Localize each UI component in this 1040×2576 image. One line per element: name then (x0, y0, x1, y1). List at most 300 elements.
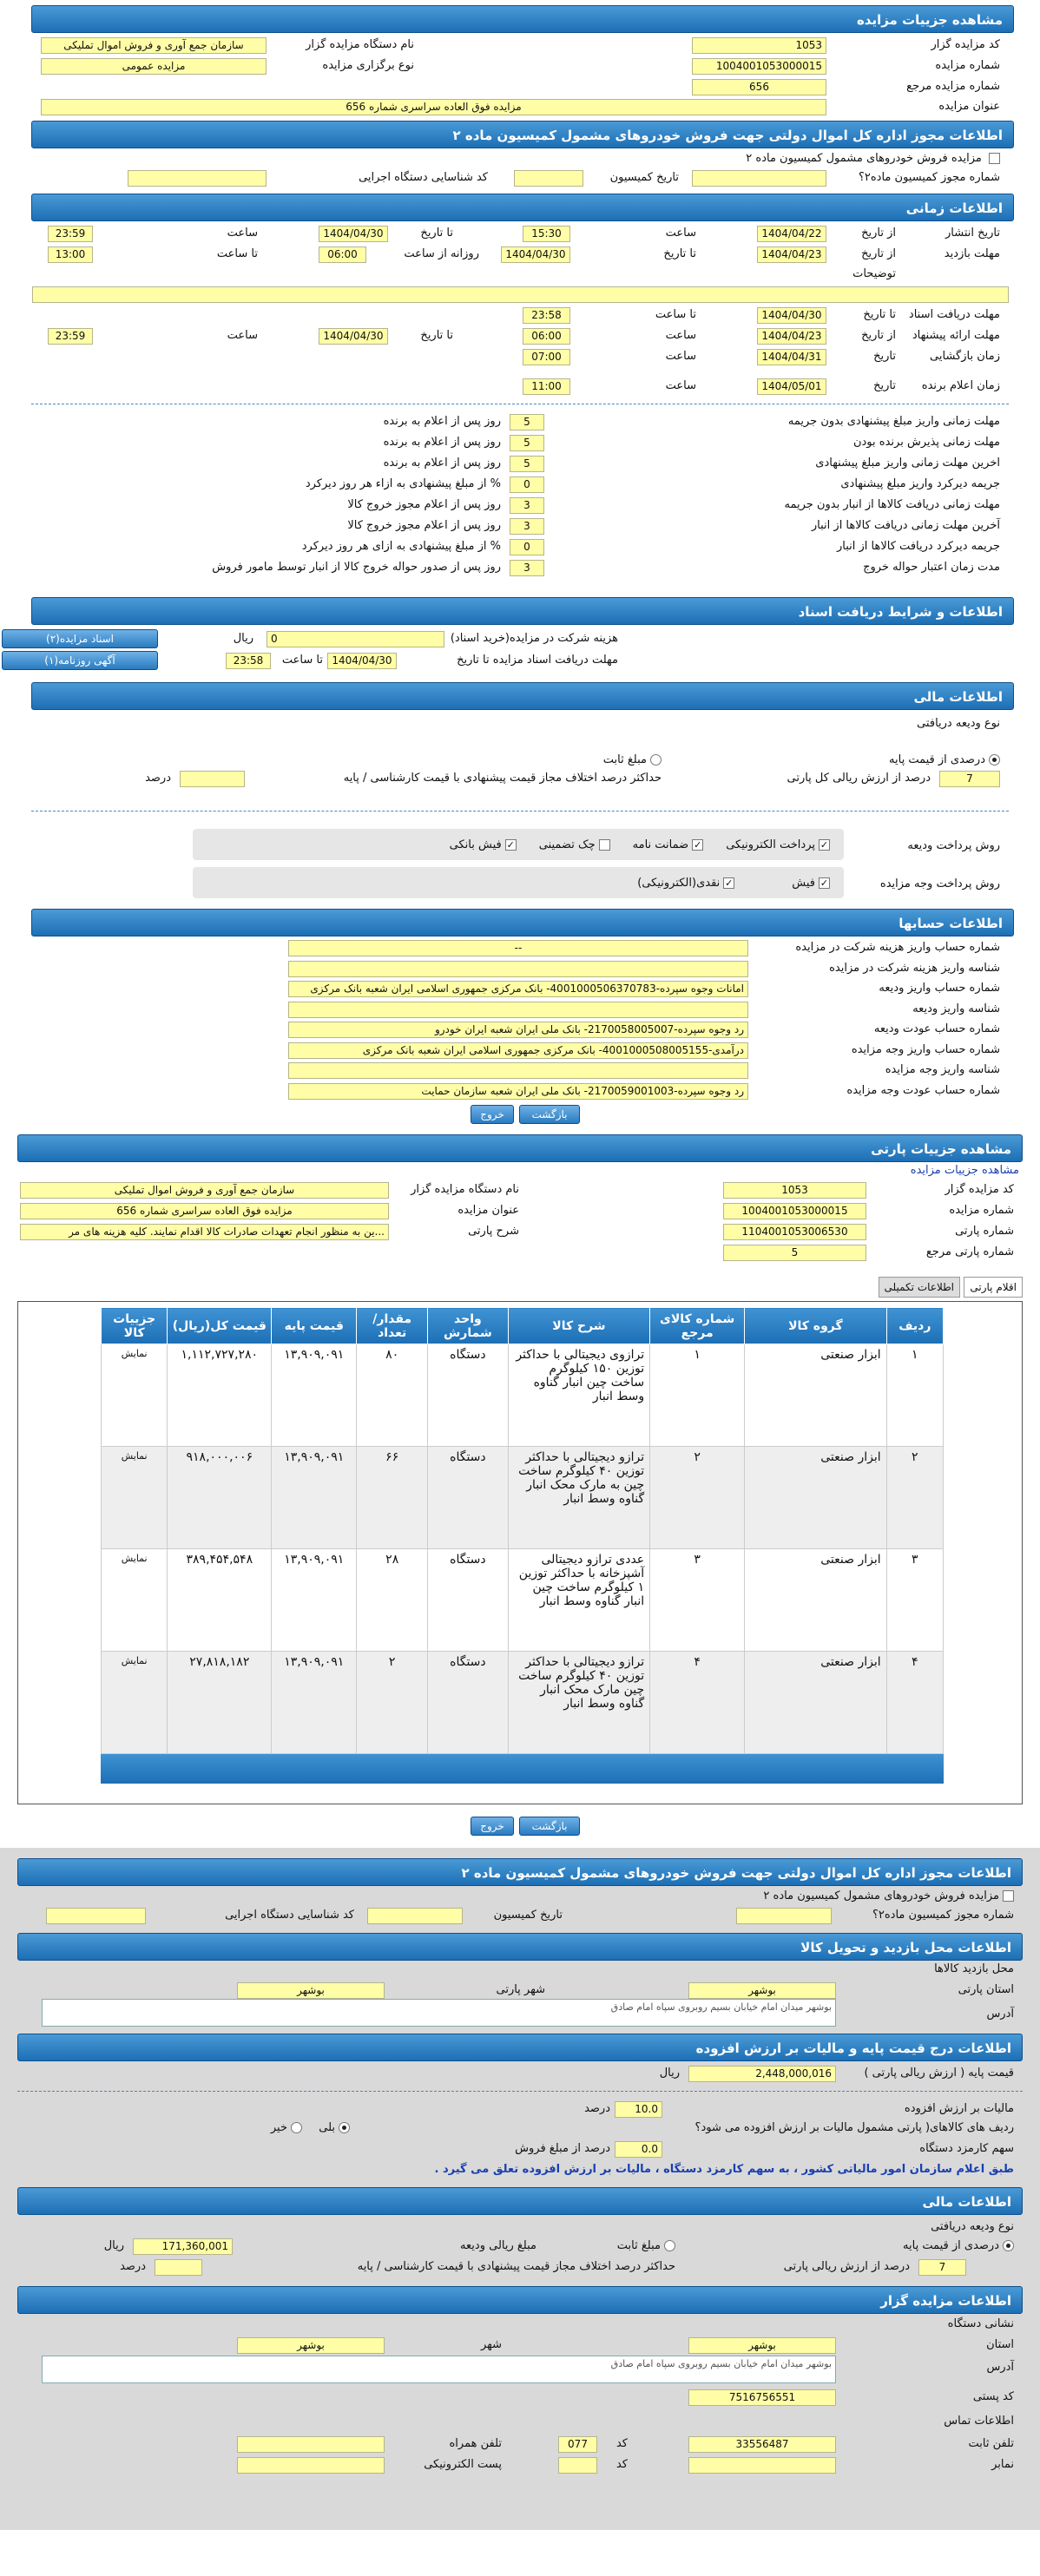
party-title-label: عنوان مزایده (457, 1204, 519, 1217)
commission-date-field (514, 170, 583, 187)
visit-from-word: از تاریخ (861, 247, 896, 260)
party-grid (17, 1162, 1023, 1266)
newspaper-ad-button[interactable]: آگهی روزنامه(۱) (2, 651, 158, 670)
deadline-label: مهلت زمانی پذیرش برنده بودن (852, 436, 1000, 449)
fax-code-word: کد (615, 2458, 628, 2471)
table-header-row (102, 1308, 944, 1344)
table-cell: ۱۳,۹۰۹,۰۹۱ (272, 1447, 357, 1549)
party-org-field: سازمان جمع آوری و فروش اموال تملیکی (20, 1182, 389, 1199)
table-cell: ۱ (650, 1344, 745, 1447)
tab-party-items[interactable]: اقلام پارتی (964, 1277, 1023, 1298)
section-header-finance-2: اطلاعات مالی (17, 2187, 1023, 2215)
vat-yes-text: بلی (319, 2121, 335, 2134)
auction-pay-slip[interactable]: ✓فیش (792, 876, 829, 890)
items-table-container (17, 1301, 1023, 1804)
table-cell: ترازو دیجیتالی با حداکثر توزین ۴۰ کیلوگرم ساخت چین مارک محک انبار گناوه وسط انبار (508, 1652, 649, 1754)
table-cell: ابزار صنعتی (745, 1652, 886, 1754)
section-header-accounts: اطلاعات حسابها (31, 909, 1014, 936)
exit-button-2[interactable]: خروج (471, 1817, 514, 1836)
exec-id-field (128, 170, 267, 187)
time-grid (31, 221, 1009, 378)
pay-method-box (193, 829, 844, 860)
account-label: شماره حساب واریز ودیعه (879, 982, 1000, 995)
publish-from-date: 1404/04/22 (757, 226, 826, 242)
offer-hour-word: ساعت (665, 329, 696, 342)
org-label: نام دستگاه مزایده گزار (306, 38, 414, 51)
pay-electronic[interactable]: ✓پرداخت الکترونیکی (726, 838, 829, 851)
open-time: 07:00 (523, 349, 570, 365)
table-cell: دستگاه (428, 1652, 509, 1754)
party-no-field: 1104001053006530 (723, 1224, 866, 1240)
party-code-label: کد مزایده گزار (945, 1183, 1014, 1196)
account-field: -- (288, 940, 748, 956)
deposit-amount-field: 171,360,001 (133, 2238, 233, 2255)
percent-base-option-2[interactable] (903, 2239, 1014, 2252)
visit-label: مهلت بازدید (944, 247, 1000, 260)
permit-sale-label: مزایده فروش خودروهای مشمول کمیسیون ماده ۲ (746, 152, 982, 165)
table-cell: عددی ترازو دیجیتالی آشپزخانه با حداکثر توزین ۱ کیلوگرم ساخت چین انبار گناوه وسط انبار (508, 1549, 649, 1652)
phone-field: 33556487 (688, 2436, 836, 2453)
deadline-value: 5 (510, 435, 544, 451)
pay-check[interactable]: چک تضمینی (539, 838, 610, 851)
account-label: شناسه واریز وجه مزایده (885, 1063, 1000, 1076)
city-word: شهر (480, 2338, 502, 2351)
province-word: استان (986, 2338, 1014, 2351)
city-field: بوشهر (237, 1982, 385, 1999)
table-header-cell: شماره کالای مرجع (650, 1308, 745, 1344)
address-label: آدرس (986, 2008, 1014, 2021)
table-cell: ابزار صنعتی (745, 1344, 886, 1447)
exit-button[interactable]: خروج (471, 1105, 514, 1124)
fixed-radio[interactable] (650, 754, 662, 766)
open-date-word: تاریخ (873, 350, 896, 363)
fax-code-field (558, 2457, 597, 2474)
number-label: شماره مزایده (935, 59, 1000, 72)
publish-to-hour-word: ساعت (227, 227, 258, 240)
account-field: درآمدی-4001000508005155- بانک مرکزی جمهوری اسلامی ایران شعبه بانک مرکزی (288, 1042, 748, 1059)
winner-time: 11:00 (523, 378, 570, 395)
deadline-label: جریمه دیرکرد واریز مبلغ پیشنهادی (840, 477, 1000, 490)
table-row (102, 1549, 944, 1652)
offer-from-date: 1404/04/23 (757, 328, 826, 345)
deadline-label: مهلت زمانی واریز مبلغ پیشنهادی بدون جریمه (787, 415, 1000, 428)
table-cell: ۸۰ (357, 1344, 428, 1447)
party-desc-field: ...ین به منظور انجام تعهدات صادرات کالا اقدام نمایند. کلیه هزینه های مر (20, 1224, 389, 1240)
fixed-radio-2[interactable] (664, 2240, 675, 2251)
auction-pay-label: روش پرداخت وجه مزایده (879, 877, 1000, 890)
back-button-2[interactable]: بازگشت (519, 1817, 580, 1836)
percent-text: درصد از ارزش ریالی کل پارتی (787, 772, 931, 785)
fixed-option[interactable] (603, 753, 662, 766)
party-tabs (17, 1275, 1023, 1301)
price-row (17, 2061, 1023, 2087)
table-cell: دستگاه (428, 1549, 509, 1652)
table-cell: ۲۸ (357, 1549, 428, 1652)
winner-date: 1404/05/01 (757, 378, 826, 395)
base-price-rial: ریال (659, 2067, 680, 2080)
vat-no-text: خیر (270, 2121, 287, 2134)
ref-field: 656 (692, 79, 826, 95)
publish-to-time: 23:59 (48, 226, 93, 242)
percent-value-field-2: 7 (918, 2259, 966, 2276)
account-field (288, 1062, 748, 1079)
visit-to-word: تا تاریخ (663, 247, 696, 260)
accounts-buttons (0, 1101, 1040, 1131)
table-row (102, 1652, 944, 1754)
table-cell: ۲ (650, 1447, 745, 1549)
postal-field: 7516756551 (688, 2389, 836, 2406)
table-cell: ۱۳,۹۰۹,۰۹۱ (272, 1344, 357, 1447)
share-field: 0.0 (615, 2141, 662, 2158)
auction-details-link[interactable]: مشاهده جزییات مزایده (910, 1164, 1019, 1177)
permit-sale-row (746, 152, 1000, 165)
permit-no-label: شماره مجوز کمیسیون ماده۲؟ (858, 171, 1000, 184)
winner-label: زمان اعلام برنده (921, 379, 1000, 392)
permit-sale-row-2 (763, 1889, 1014, 1902)
deadline-label: آخرین مهلت زمانی دریافت کالاها از انبار (811, 519, 1000, 532)
percent-base-radio-2[interactable] (1003, 2240, 1014, 2251)
auction-pay-cash[interactable]: ✓نقدی(الکترونیکی) (637, 876, 734, 890)
fee-rial: ریال (233, 632, 253, 645)
open-label: زمان بازگشایی (930, 350, 1000, 363)
party-desc-label: شرح پارتی (468, 1225, 519, 1238)
offer-from-word: از تاریخ (861, 329, 896, 342)
section-header-docs: اطلاعات و شرایط دریافت اسناد (31, 597, 1014, 625)
fixed-text: مبلغ ثابت (602, 753, 647, 766)
finance-grid-2 (17, 2215, 1023, 2281)
payment-methods (31, 817, 1009, 904)
section-header-finance: اطلاعات مالی (31, 682, 1014, 710)
deadline-value: 3 (510, 497, 544, 514)
pay-bank-slip[interactable]: ✓فیش بانکی (449, 838, 515, 851)
visit-to-date: 1404/04/30 (501, 246, 570, 263)
address-field: بوشهر میدان امام خیابان بسیم روبروی سپاه امام صادق (42, 1999, 836, 2027)
publish-to-word: تا تاریخ (420, 227, 453, 240)
province-field: بوشهر (688, 1982, 836, 1999)
visit-grid (17, 1961, 1023, 2028)
items-table (101, 1307, 944, 1754)
permit-grid (31, 148, 1009, 188)
deposit-amount-label: مبلغ ریالی ودیعه (460, 2239, 536, 2252)
account-label: شماره حساب واریز وجه مزایده (851, 1042, 1000, 1056)
open-hour-word: ساعت (665, 350, 696, 363)
table-cell: ۱۳,۹۰۹,۰۹۱ (272, 1652, 357, 1754)
deadline-text: روز پس از اعلام مجوز خروج کالا (347, 498, 501, 511)
finance-grid (31, 710, 1009, 805)
open-date: 1404/04/31 (757, 349, 826, 365)
section-header-price: اطلاعات درج قیمت پایه و مالیات بر ارزش افزوده (17, 2034, 1023, 2061)
visit-daily-from: 06:00 (319, 246, 366, 263)
phone-code-field: 077 (558, 2436, 597, 2453)
doc-until-word: تا ساعت (655, 308, 696, 321)
max-diff-percent: درصد (145, 772, 171, 785)
deadline-value: 5 (510, 414, 544, 430)
deadline-label: اخرین مهلت زمانی واریز مبلغ پیشنهادی (815, 457, 1000, 470)
table-cell: ترازوی دیجیتالی با حداکثر توزین ۱۵۰ کیلوگرم ساخت چین انبار گناوه وسط انبار (508, 1344, 649, 1447)
table-cell: ۳۸۹,۴۵۴,۵۴۸ (168, 1549, 272, 1652)
divider (31, 811, 1009, 812)
offer-to-hour-word: ساعت (227, 329, 258, 342)
deadline-value: 5 (510, 456, 544, 472)
deadline-text: روز پس از صدور حواله خروج کالا از انبار توسط مامور فروش (212, 561, 501, 574)
fee-label: هزینه شرکت در مزایده(خرید اسناد) (450, 632, 618, 645)
publish-to-date: 1404/04/30 (319, 226, 388, 242)
section-header-time: اطلاعات زمانی (31, 194, 1014, 221)
percent-value-field: 7 (939, 771, 1000, 787)
percent-base-text-2: درصدی از قیمت پایه (903, 2239, 999, 2252)
percent-text-2: درصد از ارزش ریالی پارتی (783, 2260, 910, 2273)
publish-hour-word: ساعت (665, 227, 696, 240)
phone-label: تلفن ثابت (968, 2437, 1014, 2450)
accounts-list (31, 936, 1009, 1101)
table-header-cell: شرح کالا (508, 1308, 649, 1344)
base-price-field: 2,448,000,016 (688, 2066, 836, 2082)
account-label: شناسه واریز ودیعه (912, 1002, 1000, 1015)
pay-method-label: روش پرداخت ودیعه (907, 839, 1000, 852)
deadline-label: مهلت دریافت اسناد مزایده تا تاریخ (457, 654, 618, 667)
max-diff-label-2: حداکثر درصد اختلاف مجاز قیمت پیشنهادی با قیمت کارشناسی / پایه (357, 2260, 675, 2273)
publish-from-time: 15:30 (523, 226, 570, 242)
party-ref-field: 5 (723, 1245, 866, 1261)
type-field: مزایده عمومی (41, 58, 267, 75)
doc-to-word: تا تاریخ (863, 308, 896, 321)
table-cell: دستگاه (428, 1447, 509, 1549)
percent-base-text: درصدی از قیمت پایه (889, 753, 985, 766)
visit-place-label: محل بازدید کالاها (934, 1962, 1014, 1975)
postal-label: کد پستی (972, 2390, 1014, 2403)
table-cell: ابزار صنعتی (745, 1549, 886, 1652)
party-no-label: شماره پارتی (955, 1225, 1014, 1238)
table-cell: ترازو دیجیتالی با حداکثر توزین ۴۰ کیلوگرم ساخت چین به مارک محک انبار گناوه وسط انبار (508, 1447, 649, 1549)
table-header-cell: قیمت کل(ریال) (168, 1308, 272, 1344)
exec-id-label: کد شناسایی دستگاه اجرایی (359, 171, 488, 184)
deadline-text: روز پس از اعلام مجوز خروج کالا (347, 519, 501, 532)
permit-grid-2 (17, 1886, 1023, 1928)
commission-date-field-2 (367, 1908, 463, 1924)
section-header-auction-details: مشاهده جزییات مزایده (31, 5, 1014, 33)
auction-details-grid (31, 33, 1009, 115)
number-field: 1004001053000015 (692, 58, 826, 75)
divider (17, 2091, 1023, 2092)
mobile-label: تلفن همراه (449, 2437, 502, 2450)
deadline-text: % از مبلغ پیشنهادی به ازای هر روز دیرکرد (301, 540, 501, 553)
max-diff-label: حداکثر درصد اختلاف مجاز قیمت پیشنهادی با قیمت کارشناسی / پایه (343, 772, 662, 785)
title-field: مزایده فوق العاده سراسری شماره 656 (41, 99, 826, 115)
party-ref-label: شماره پارتی مرجع (925, 1245, 1014, 1258)
percent-base-option[interactable] (889, 753, 1000, 766)
share-text: درصد از مبلغ فروش (515, 2142, 610, 2155)
deadline-label: مدت زمان اعتبار حواله خروج (863, 561, 1000, 574)
share-label: سهم کارمزد دستگاه (919, 2142, 1014, 2155)
desc-label: توضیحات (852, 267, 896, 280)
bottom-panel (0, 1848, 1040, 2530)
table-cell: ۱۳,۹۰۹,۰۹۱ (272, 1549, 357, 1652)
offer-to-date: 1404/04/30 (319, 328, 388, 345)
table-cell: ۲۷,۸۱۸,۱۸۲ (168, 1652, 272, 1754)
auctioneer-grid (17, 2314, 1023, 2487)
phone-code-word: کد (615, 2437, 628, 2450)
table-cell: دستگاه (428, 1344, 509, 1447)
offer-to-time: 23:59 (48, 328, 93, 345)
auctioneer-address-field: بوشهر میدان امام خیابان بسیم روبروی سپاه امام صادق (42, 2356, 836, 2383)
deadline-time: 23:58 (226, 653, 271, 669)
permit-sale-checkbox-2[interactable] (1003, 1890, 1014, 1902)
table-cell: ۶۶ (357, 1447, 428, 1549)
vat-no-option[interactable] (271, 2121, 302, 2134)
title-label: عنوان مزایده (938, 100, 1000, 113)
offer-to-word: تا تاریخ (420, 329, 453, 342)
deadline-text: روز پس از اعلام به برنده (383, 457, 501, 470)
section-header-auctioneer: اطلاعات مزایده گزار (17, 2286, 1023, 2314)
vat-grid (17, 2095, 1023, 2182)
deposit-type-label: نوع ودیعه دریافتی (917, 717, 1000, 730)
auctioneer-province-field: بوشهر (688, 2337, 836, 2354)
offer-label: مهلت ارائه پیشنهاد (912, 329, 1000, 342)
email-label: پست الکترونیکی (424, 2458, 502, 2471)
commission-date-label-2: تاریخ کمیسیون (493, 1909, 563, 1922)
auction-pay-box (193, 867, 844, 898)
publish-label: تاریخ انتشار (945, 227, 1000, 240)
fax-field (688, 2457, 836, 2474)
party-number-label: شماره مزایده (949, 1204, 1014, 1217)
deadline-value: 0 (510, 539, 544, 555)
auction-docs-button[interactable]: اسناد مزایده(۲) (2, 629, 158, 648)
show-detail-link[interactable]: نمایش (102, 1549, 168, 1652)
table-row (102, 1447, 944, 1549)
table-cell: ۹۱۸,۰۰۰,۰۰۶ (168, 1447, 272, 1549)
section-header-party: مشاهده جزییات پارتی (17, 1134, 1023, 1162)
table-cell: ۳ (886, 1549, 943, 1652)
visit-daily-word: روزانه از ساعت (404, 247, 479, 260)
deadline-value: 3 (510, 560, 544, 576)
account-label: شماره حساب واریز هزینه شرکت در مزایده (795, 941, 1000, 954)
fixed-text-2: مبلغ ثابت (616, 2239, 661, 2252)
auctioneer-address-label: آدرس (986, 2361, 1014, 2374)
permit-no-field-2 (736, 1908, 832, 1924)
vat-note: طبق اعلام سازمان امور مالیاتی کشور ، به سهم کارمزد دستگاه ، مالیات بر ارزش افزوده تعلق می گیرد . (434, 2163, 1014, 2176)
fax-label: نمابر (991, 2458, 1014, 2471)
show-detail-link[interactable]: نمایش (102, 1652, 168, 1754)
max-diff-field-2 (155, 2259, 202, 2276)
table-cell: ۴ (886, 1652, 943, 1754)
desc-field (32, 286, 1009, 303)
table-cell: ۱,۱۱۲,۷۲۷,۲۸۰ (168, 1344, 272, 1447)
winner-hour-word: ساعت (665, 379, 696, 392)
doc-time: 23:58 (523, 307, 570, 324)
base-price-label: قیمت پایه ( ارزش ریالی پارتی ) (864, 2067, 1014, 2080)
table-row (102, 1344, 944, 1447)
account-field: رد وجوه سپرده-2170059001003- بانک ملی ایران شعبه سازمان حمایت (288, 1083, 748, 1100)
deadline-value: 3 (510, 518, 544, 535)
deposit-rial: ریال (103, 2239, 124, 2252)
table-cell: ۴ (650, 1652, 745, 1754)
deadline-date: 1404/04/30 (327, 653, 397, 669)
table-cell: ۲ (357, 1652, 428, 1754)
show-detail-link[interactable]: نمایش (102, 1447, 168, 1549)
ref-label: شماره مزایده مرجع (906, 80, 1000, 93)
table-header-cell: ردیف (886, 1308, 943, 1344)
table-header-cell: گروه کالا (745, 1308, 886, 1344)
max-diff-percent-2: درصد (120, 2260, 146, 2273)
account-field: امانات وجوه سپرده-4001000506370783- بانک مرکزی جمهوری اسلامی ایران شعبه بانک مرکزی (288, 981, 748, 997)
deadline-until: تا ساعت (281, 654, 323, 667)
vat-yes-option[interactable] (319, 2121, 350, 2134)
account-field: رد وجوه سپرده-2170058005007- بانک ملی ایران شعبه ایران خودرو (288, 1022, 748, 1038)
table-header-cell: مقدار/تعداد (357, 1308, 428, 1344)
deposit-type-label-2: نوع ودیعه دریافتی (931, 2220, 1014, 2233)
section-header-visit: اطلاعات محل بازدید و تحویل کالا (17, 1933, 1023, 1961)
contact-label: اطلاعات تماس (944, 2415, 1014, 2428)
permit-sale-checkbox[interactable] (989, 153, 1000, 164)
deadline-text: % از مبلغ پیشنهادی به ازاء هر روز دیرکرد (305, 477, 501, 490)
winner-date-word: تاریخ (873, 379, 896, 392)
publish-from-word: از تاریخ (861, 227, 896, 240)
vat-field: 10.0 (615, 2101, 662, 2118)
table-cell: ۱ (886, 1344, 943, 1447)
bottom-buttons (0, 1804, 1040, 1843)
doc-date: 1404/04/30 (757, 307, 826, 324)
exec-id-label-2: کد شناسایی دستگاه اجرایی (225, 1909, 354, 1922)
tab-extra-info[interactable]: اطلاعات تکمیلی (879, 1277, 960, 1298)
fee-field: 0 (267, 631, 444, 647)
visit-from-date: 1404/04/23 (757, 246, 826, 263)
vat-question: ردیف های کالاهای( پارتی مشمول مالیات بر ارزش افزوده می شود؟ (694, 2121, 1014, 2134)
party-org-label: نام دستگاه مزایده گزار (411, 1183, 519, 1196)
permit-no-field (692, 170, 826, 187)
max-diff-field (180, 771, 245, 787)
deadlines-list (31, 413, 1009, 592)
permit-sale-label-2: مزایده فروش خودروهای مشمول کمیسیون ماده ۲ (763, 1889, 999, 1902)
table-cell: ۳ (650, 1549, 745, 1652)
deadline-text: روز پس از اعلام به برنده (383, 436, 501, 449)
mobile-field (237, 2436, 385, 2453)
back-button[interactable]: بازگشت (519, 1105, 580, 1124)
permit-no-label-2: شماره مجوز کمیسیون ماده۲؟ (872, 1909, 1014, 1922)
party-title-field: مزایده فوق العاده سراسری شماره 656 (20, 1203, 389, 1219)
visit-daily-to: 13:00 (48, 246, 93, 263)
percent-base-radio[interactable] (989, 754, 1000, 766)
code-field: 1053 (692, 37, 826, 54)
deadline-text: روز پس از اعلام به برنده (383, 415, 501, 428)
deadline-label: مهلت زمانی دریافت کالاها از انبار بدون جریمه (784, 498, 1000, 511)
vat-yes-radio[interactable] (339, 2122, 350, 2133)
table-cell: ابزار صنعتی (745, 1447, 886, 1549)
deadline-value: 0 (510, 476, 544, 493)
doc-deadline-label: مهلت دریافت اسناد (908, 308, 1000, 321)
pay-guarantee[interactable]: ✓ضمانت نامه (632, 838, 702, 851)
show-detail-link[interactable]: نمایش (102, 1344, 168, 1447)
section-header-permit: اطلاعات مجوز اداره کل اموال دولتی جهت فروش خودروهای مشمول کمیسیون ماده ۲ (31, 121, 1014, 148)
table-header-cell: قیمت پایه (272, 1308, 357, 1344)
auctioneer-city-field: بوشهر (237, 2337, 385, 2354)
org-field: سازمان جمع آوری و فروش اموال تملیکی (41, 37, 267, 54)
exec-id-field-2 (46, 1908, 146, 1924)
city-label: شهر پارتی (496, 1983, 545, 1996)
table-header-cell: واحد شمارش (428, 1308, 509, 1344)
fixed-option-2[interactable] (617, 2239, 675, 2252)
offer-from-time: 06:00 (523, 328, 570, 345)
section-header-permit-2: اطلاعات مجوز اداره کل اموال دولتی جهت فروش خودروهای مشمول کمیسیون ماده ۲ (17, 1858, 1023, 1886)
commission-date-label: تاریخ کمیسیون (609, 171, 679, 184)
vat-no-radio[interactable] (291, 2122, 302, 2133)
account-label: شماره حساب عودت وجه مزایده (846, 1083, 1000, 1097)
type-label: نوع برگزاری مزایده (322, 59, 414, 72)
deadline-label: جریمه دیرکرد دریافت کالاها از انبار (837, 540, 1000, 553)
docs-grid (31, 625, 1009, 675)
account-label: شناسه واریز هزینه شرکت در مزایده (829, 961, 1000, 975)
vat-label: مالیات بر ارزش افزوده (904, 2102, 1014, 2115)
email-field (237, 2457, 385, 2474)
